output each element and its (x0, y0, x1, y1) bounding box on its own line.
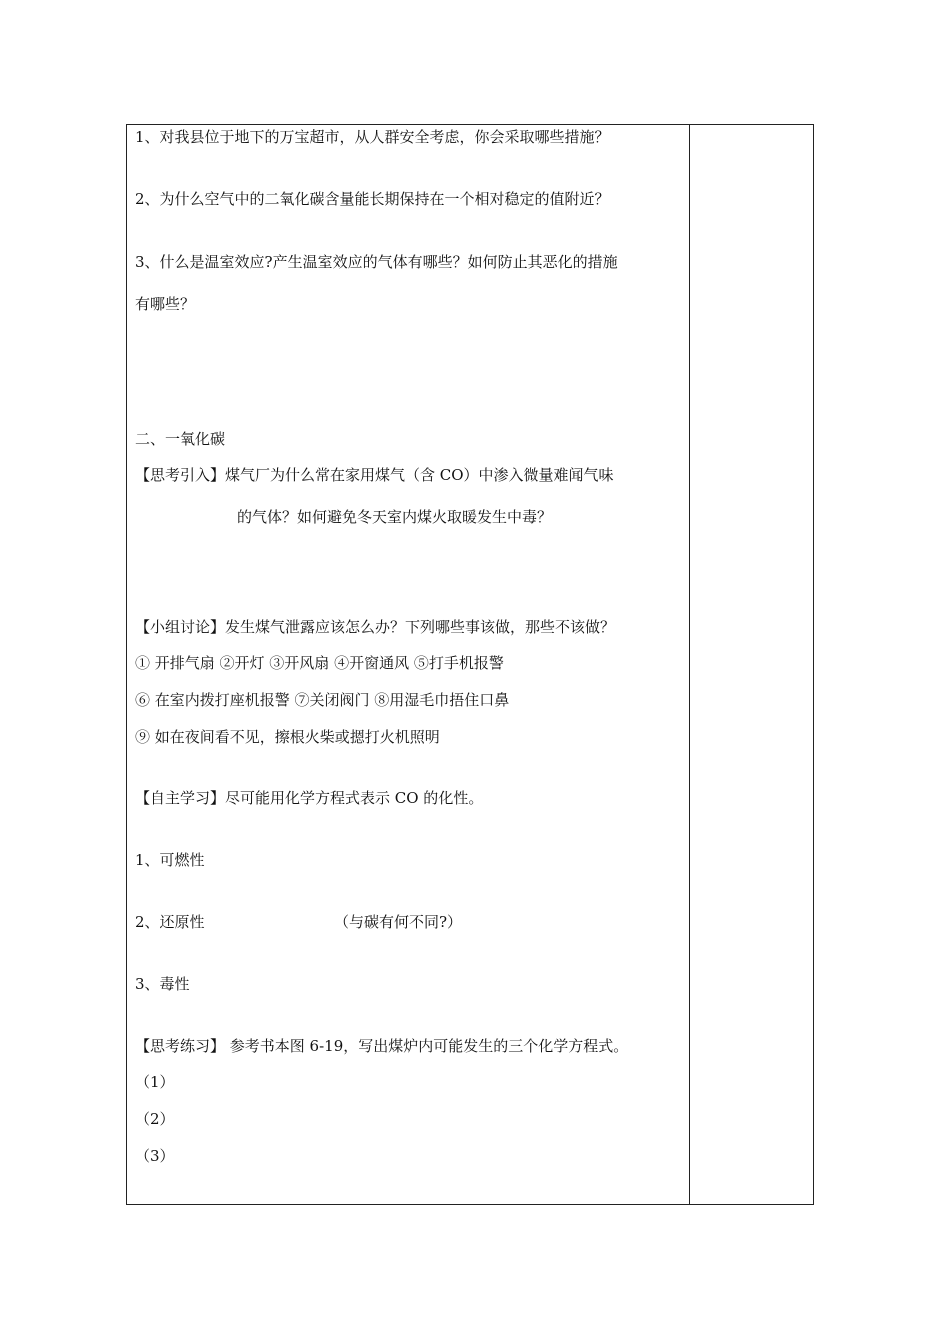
equation-slot-3: （3） (135, 1147, 175, 1165)
worksheet-table (126, 124, 814, 1205)
options-line-1: ① 开排气扇 ②开灯 ③开风扇 ④开窗通风 ⑤打手机报警 (135, 654, 504, 672)
equation-slot-2: （2） (135, 1110, 175, 1128)
self-study: 【自主学习】尽可能用化学方程式表示 CO 的化性。 (135, 789, 484, 807)
group-discussion: 【小组讨论】发生煤气泄露应该怎么办？下列哪些事该做，那些不该做？ (135, 618, 616, 636)
property-combustibility: 1、可燃性 (135, 851, 205, 869)
question-2: 2、为什么空气中的二氧化碳含量能长期保持在一个相对稳定的值附近？ (135, 190, 610, 208)
question-3-line-1: 3、什么是温室效应?产生温室效应的气体有哪些？如何防止其恶化的措施 (135, 253, 618, 271)
options-line-2: ⑥ 在室内拨打座机报警 ⑦关闭阀门 ⑧用湿毛巾捂住口鼻 (135, 691, 510, 709)
practice-prompt: 【思考练习】 参考书本图 6-19，写出煤炉内可能发生的三个化学方程式。 (135, 1037, 629, 1055)
property-reducibility: 2、还原性 (135, 913, 205, 931)
question-1: 1、对我县位于地下的万宝超市，从人群安全考虑，你会采取哪些措施？ (135, 128, 610, 146)
think-intro-line-1: 【思考引入】煤气厂为什么常在家用煤气（含 CO）中渗入微量难闻气味 (135, 466, 614, 484)
section-heading: 二、一氧化碳 (135, 430, 226, 448)
column-divider (689, 125, 690, 1204)
question-3-line-2: 有哪些？ (135, 295, 196, 313)
think-intro-line-2: 的气体？如何避免冬天室内煤火取暖发生中毒？ (237, 508, 553, 526)
equation-slot-1: （1） (135, 1073, 175, 1091)
property-toxicity: 3、毒性 (135, 975, 190, 993)
reducibility-note: （与碳有何不同?） (334, 913, 463, 931)
options-line-3: ⑨ 如在夜间看不见，擦根火柴或摁打火机照明 (135, 728, 440, 746)
